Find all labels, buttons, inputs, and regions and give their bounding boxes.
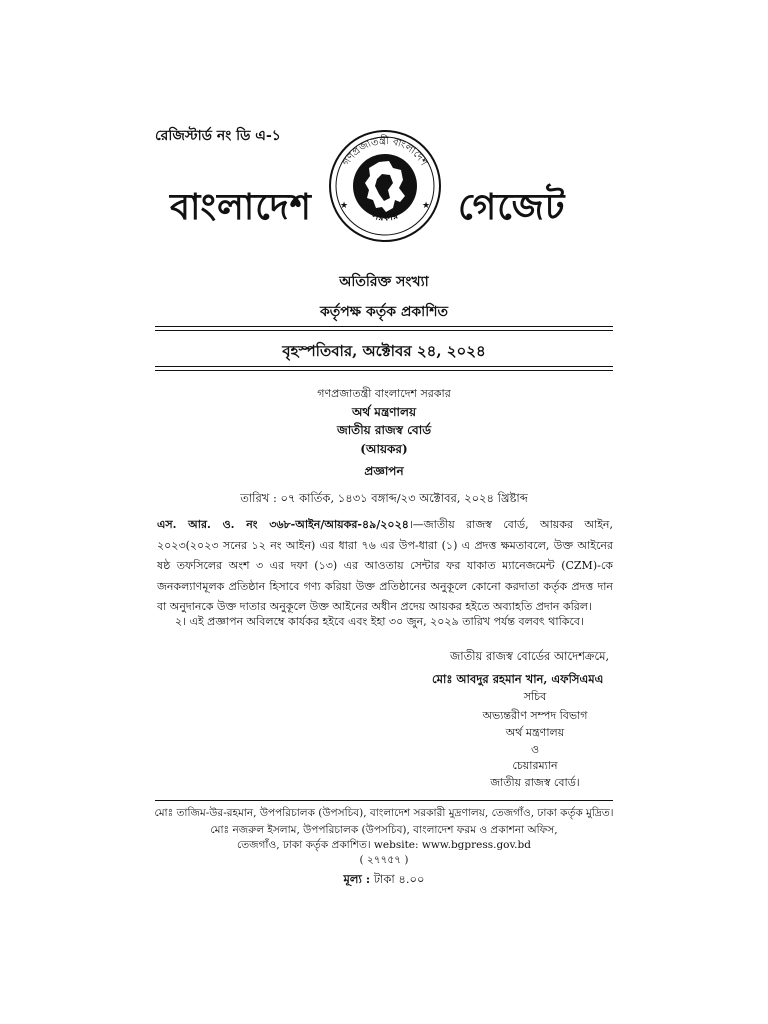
price-label: মূল্য :: [343, 872, 371, 886]
notification-date: তারিখ : ০৭ কার্তিক, ১৪৩১ বঙ্গাব্দ/২৩ অক্টোবর, ২০২৪ খ্রিষ্টাব্দ: [240, 491, 528, 505]
footer-published-by-2: তেজগাঁও, ঢাকা কর্তৃক প্রকাশিত। website: www.bgpress.gov.bd: [237, 839, 531, 851]
sro-number: এস. আর. ও. নং ৩৬৮-আইন/আয়কর-৪৯/২০২৪: [157, 518, 409, 531]
seal-bottom-text: সরকার: [370, 210, 400, 224]
masthead-title-right: গেজেট: [458, 186, 566, 228]
ministry-name: অর্থ মন্ত্রণালয়: [351, 405, 417, 419]
price-line: [0, 871, 768, 890]
divider-bottom-2: [155, 370, 613, 371]
registration-number: রেজিস্টার্ড নং ডি এ-১: [155, 128, 281, 144]
page-code: ( ২৭৭৫৭ ): [359, 854, 409, 866]
order-line: জাতীয় রাজস্ব বোর্ডের আদেশক্রমে,: [450, 649, 610, 663]
seal-star-left-icon: ★: [340, 201, 349, 211]
government-seal-icon: [327, 128, 443, 244]
masthead-title-left: বাংলাদেশ: [170, 186, 312, 228]
government-name: গণপ্রজাতন্ত্রী বাংলাদেশ সরকার: [317, 387, 451, 400]
signer-title-5: চেয়ারম্যান: [512, 759, 558, 772]
signer-title-3: অর্থ মন্ত্রণালয়: [505, 726, 565, 739]
branch-name: (আয়কর): [360, 442, 408, 456]
signer-title-1: সচিব: [523, 690, 547, 703]
board-name: জাতীয় রাজস্ব বোর্ড: [336, 423, 432, 437]
notification-heading: প্রজ্ঞাপন: [364, 464, 404, 478]
issue-date: বৃহস্পতিবার, অক্টোবর ২৪, ২০২৪: [282, 342, 486, 360]
seal-top-text: গণপ্রজাতন্ত্রী বাংলাদেশ: [341, 135, 429, 168]
signer-title-4: ও: [530, 743, 540, 756]
footer-printed-by: মোঃ তাজিম-উর-রহমান, উপপরিচালক (উপসচিব), বাংলাদেশ সরকারী মুদ্রণালয়, তেজগাঁও, ঢাকা কর্তৃক মুদ্রিত।: [154, 807, 614, 819]
divider-top-2: [155, 330, 613, 331]
notification-paragraph-2: ২। এই প্রজ্ঞাপন অবিলম্বে কার্যকর হইবে এবং ইহা ৩০ জুন, ২০২৯ তারিখ পর্যন্ত বলবৎ থাকিবে।: [175, 615, 584, 628]
divider-top-1: [155, 326, 613, 327]
footer-published-by-1: মোঃ নজরুল ইসলাম, উপপরিচালক (উপসচিব), বাংলাদেশ ফরম ও প্রকাশনা অফিস,: [210, 824, 558, 836]
signer-title-2: অভ্যন্তরীণ সম্পদ বিভাগ: [482, 709, 588, 722]
seal-star-right-icon: ★: [422, 201, 431, 211]
signer-name: মোঃ আবদুর রহমান খান, এফসিএমএ: [432, 672, 604, 686]
price-value: টাকা ৪.০০: [373, 872, 425, 886]
extraordinary-issue-label: অতিরিক্ত সংখ্যা: [339, 274, 429, 290]
divider-bottom-1: [155, 366, 613, 367]
notification-paragraph-1: [157, 515, 613, 618]
signer-title-6: জাতীয় রাজস্ব বোর্ড।: [490, 776, 580, 789]
paragraph-1-text: ।—জাতীয় রাজস্ব বোর্ড, আয়কর আইন, ২০২৩(২০২৩ সনের ১২ নং আইন) এর ধারা ৭৬ এর উপ-ধারা (১) এ প্রদত্ত ক্ষমতাবলে, উক্ত আইনের ষষ্ঠ তফসিলের অংশ ৩ এর দফা (১৩) এর আওতায় সেন্টার ফর যাকাত ম্যানেজমেন্ট (CZM)-কে জনকল্যাণমূলক প্রতিষ্ঠান হিসাবে গণ্য করিয়া উক্ত প্রতিষ্ঠানের অনুকূলে কোনো করদাতা কর্তৃক প্রদত্ত দান বা অনুদানকে উক্ত দাতার অনুকূলে উক্ত আইনের অধীন প্রদেয় আয়কর হইতে অব্যাহতি প্রদান করিল।: [157, 518, 613, 613]
footer-divider: [155, 800, 613, 801]
published-by-authority: কর্তৃপক্ষ কর্তৃক প্রকাশিত: [319, 304, 449, 320]
